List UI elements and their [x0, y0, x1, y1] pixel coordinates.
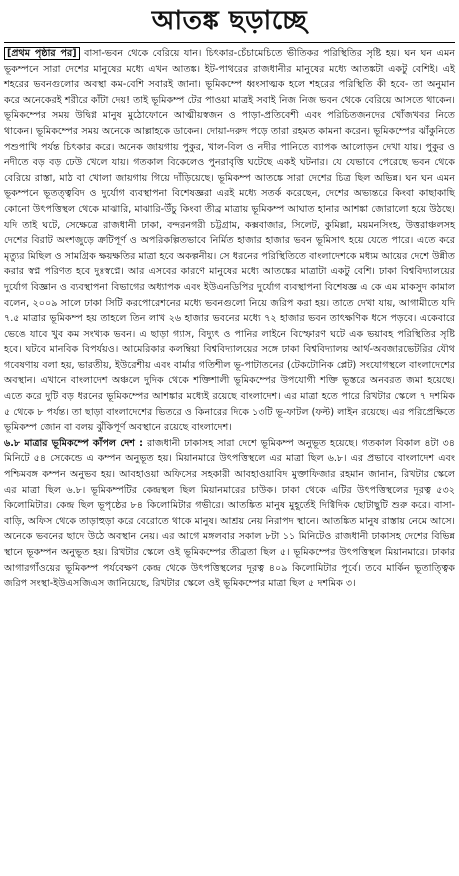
paragraph-2	[4, 436, 455, 592]
article-body	[4, 46, 455, 592]
paragraph-1	[4, 46, 455, 436]
article-headline: আতঙ্ক ছড়াচ্ছে	[151, 6, 308, 36]
headline-area	[4, 0, 455, 42]
headline-divider	[4, 42, 455, 43]
continued-from-label: [প্রথম পৃষ্ঠার পর]	[4, 47, 80, 60]
paragraph-2-text: রাজধানী ঢাকাসহ সারা দেশে ভূমিকম্প অনুভূত হয়েছে। গতকাল বিকাল ৪টা ৩৪ মিনিটে ৫৪ সেকেন্ডে এ কম্পন অনুভূত হয়। মিয়ানমারে উৎপত্তিস্থলে এর মাত্রা ছিল ৬.৮। এর প্রভাবে বাংলাদেশ এবং পশ্চিমবঙ্গ কম্পন অনুভব হয়। আবহাওয়া অফিসের সহকারী আবহাওয়াবিদ মুক্তাফিজার রহমান জানান, রিখটার স্কেলে এর মাত্রা ছিল ৬.৮। ভূমিকম্পটির কেন্দ্রস্থল ছিল মিয়ানমারের চাউক। ঢাকা থেকে এটির উৎপত্তিস্থলের দূরত্ব ৫৩২ কিলোমিটার। কেন্দ্র ছিল ভূপৃষ্ঠের ৮৪ কিলোমিটার গভীরে। আতঙ্কিত মানুষ মুহূর্তেই দিগ্বিদিক ছোটাছুটি শুরু করে। বাসা-বাড়ি, অফিস থেকে তাড়াহুড়া করে বেরোতে থাকে মানুষ। আশ্রয় নেয় নিরাপদ স্থানে। আতঙ্কিত মানুষ রাস্তায় নেমে আসে। অনেকে ভবনের ছাদে উঠে অবস্থান নেয়। এর আগে মঙ্গলবার সকাল ৮টা ১১ মিনিটেও রাজধানী ঢাকাসহ দেশের বিভিন্ন স্থানে ভূকম্পন অনুভূত হয়। রিখটার স্কেলে ওই ভূমিকম্পের তীব্রতা ছিল ৫। ভূমিকম্পের উৎপত্তিস্থল মিয়ানমারে। ঢাকার আগারগাঁওয়ের ভূমিকম্প পর্যবেক্ষণ কেন্দ্র থেকে উৎপত্তিস্থলের দূরত্ব ৪০৯ কিলোমিটার পূর্বে। তবে মার্কিন ভূতাত্ত্বিক জরিপ সংস্থা-ইউএসজিএস জানিয়েছে, রিখটার স্কেলে ওই ভূমিকম্পের মাত্রা ছিল ৫ দশমিক ৩।	[4, 437, 456, 590]
subheading: ৬.৮ মাত্রার ভূমিকম্পে কাঁপল দেশ :	[4, 437, 143, 449]
paragraph-1-text: বাসা-ভবন থেকে বেরিয়ে যান। চিৎকার-চেঁচামেচিতে ভীতিকর পরিস্থিতির সৃষ্টি হয়। ঘন ঘন এমন ভূকম্পনে সারা দেশের মানুষের মধ্যে এখন আতঙ্ক। ইট-পাথরের রাজধানীর মানুষের মধ্যে আতঙ্কটা একটু বেশিই। এই শহরের ভবনগুলোর অবস্থা কম-বেশি সবারই জানা। ভূমিকম্পে ধ্বংসাত্মক হলে শহরের পরিস্থিতি কী হবে- তা অনুমান করে অনেকেরই শরীরে কাঁটা দেয়! তাই ভূমিকম্প টের পাওয়া মাত্রই সবাই নিজ নিজ ভবন থেকে বেরিয়ে আসতে থাকেন। ভূমিকম্পের সময় উদ্বিগ্ন মানুষ মুঠোফোনে আত্মীয়স্বজন ও পাড়া-প্রতিবেশী এবং পরিচিতজনদের খোঁজখবর নিতে থাকেন। ভূমিকম্পের সময় অনেকে আল্লাহকে ডাকেন। দোয়া-দরুদ পড়ে তারা রহমত কামনা করেন। ভূমিকম্পের ঝাঁকুনিতে পশুপাখি পর্যন্ত চিৎকার করে। অনেক জায়গায় পুকুর, খাল-বিল ও নদীর পানিতে ব্যাপক আলোড়ন দেখা যায়। পুকুর ও নদীতে বড় বড় ঢেউ খেলে যায়। গতকাল বিকেলেও পুনরাবৃত্তি ঘটেছে একই ঘটনার। যে যেভাবে পেরেছে ভবন থেকে বেরিয়ে রাস্তা, মাঠ বা খোলা জায়গায় গিয়ে দাঁড়িয়েছে। ভূমিকম্প আতঙ্কে সারা দেশের চিত্র ছিল অভিন্ন। ঘন ঘন এমন ভূকম্পনে ভূতত্ত্ববিদ ও দুর্যোগ ব্যবস্থাপনা বিশেষজ্ঞরা এরই মধ্যে সতর্ক করেছেন, দেশের অভ্যন্তরে কিংবা কাছাকাছি কোনো উৎপত্তিস্থল থেকে মাঝারি, মাঝারি-উঁচু কিংবা তীব্র মাত্রায় ভূমিকম্প আঘাত হানার আশঙ্কা জোরালো হয়ে উঠছে। যদি তাই ঘটে, সেক্ষেত্রে রাজধানী ঢাকা, বন্দরনগরী চট্টগ্রাম, কক্সবাজার, সিলেট, কুমিল্লা, ময়মনসিংহ, উত্তরাঞ্চলসহ দেশের বিরাট অংশজুড়ে ক্রটিপূর্ণ ও অপরিকল্পিতভাবে নির্মিত হাজার হাজার ভবন ভূমিসাৎ হয়ে যেতে পারে। এতে করে মৃত্যুর মিছিল ও সামগ্রিক ক্ষয়ক্ষতির মাত্রা হবে অকল্পনীয়। সে ধরনের পরিস্থিতিতে বাংলাদেশকে মধ্যম আয়ের দেশে উন্নীত করার স্বপ্ন পরিণত হবে দুঃস্বপ্নে। আর এসবের কারণে মানুষের মধ্যে আতঙ্কের মাত্রাটা একটু বেশি। ঢাকা বিশ্ববিদ্যালয়ের দুর্যোগ বিজ্ঞান ও ব্যবস্থাপনা বিভাগের অধ্যাপক এবং ইউএনডিপির দুর্যোগ ব্যবস্থাপনা বিশেষজ্ঞ এ কে এম মাকসুদ কামাল বলেন, ২০০৯ সালে ঢাকা সিটি করপোরেশনের মধ্যে ভবনগুলো নিয়ে জরিপ করা হয়। তাতে দেখা যায়, আগামীতে যদি ৭.৫ মাত্রার ভূমিকম্প হয় তাহলে তিন লাখ ২৬ হাজার ভবনের মধ্যে ৭২ হাজার ভবন তাৎক্ষণিক ধসে পড়বে। একেবারে ভেঙে যাবে খুব কম সংখ্যক ভবন। এ ছাড়া গ্যাস, বিদ্যুৎ ও পানির লাইনে বিস্ফোরণ ঘটে এক ভয়াবহ পরিস্থিতির সৃষ্টি হবে। ঘটবে মানবিক বিপর্যয়ও। আমেরিকার কলম্বিয়া বিশ্ববিদ্যালয়ের সঙ্গে ঢাকা বিশ্ববিদ্যালয় আর্থ-অবজারভেটরির যৌথ গবেষণায় বলা হয়, ভারতীয়, ইউরেশীয় এবং বার্মার গতিশীল ভূ-পাটাতনের (টেকটোনিক প্লেট) সংযোগস্থলে বাংলাদেশের অবস্থান। এখানে বাংলাদেশ অঞ্চলে দুদিক থেকে শক্তিশালী ভূমিকম্পের উপযোগী শক্তি ভূস্তরে অনবরত জমা হয়েছে। এতে করে দুটি বড় ধরনের ভূমিকম্পের আশঙ্কার মধ্যেই রয়েছে বাংলাদেশ। এর মাত্রা হতে পারে রিখটার স্কেলে ৭ দশমিক ৫ থেকে ৮ পর্যন্ত। তা ছাড়া বাংলাদেশের ভিতরে ও কিনারের দিকে ১৩টি ভূ-ফাটল (ফল্ট) লাইন রয়েছে। এর পরিপ্রেক্ষিতে ভূমিকম্প জোন বা বলয় ঝুঁকিপূর্ণ অবস্থানে রয়েছে বাংলাদেশ।	[4, 48, 455, 434]
